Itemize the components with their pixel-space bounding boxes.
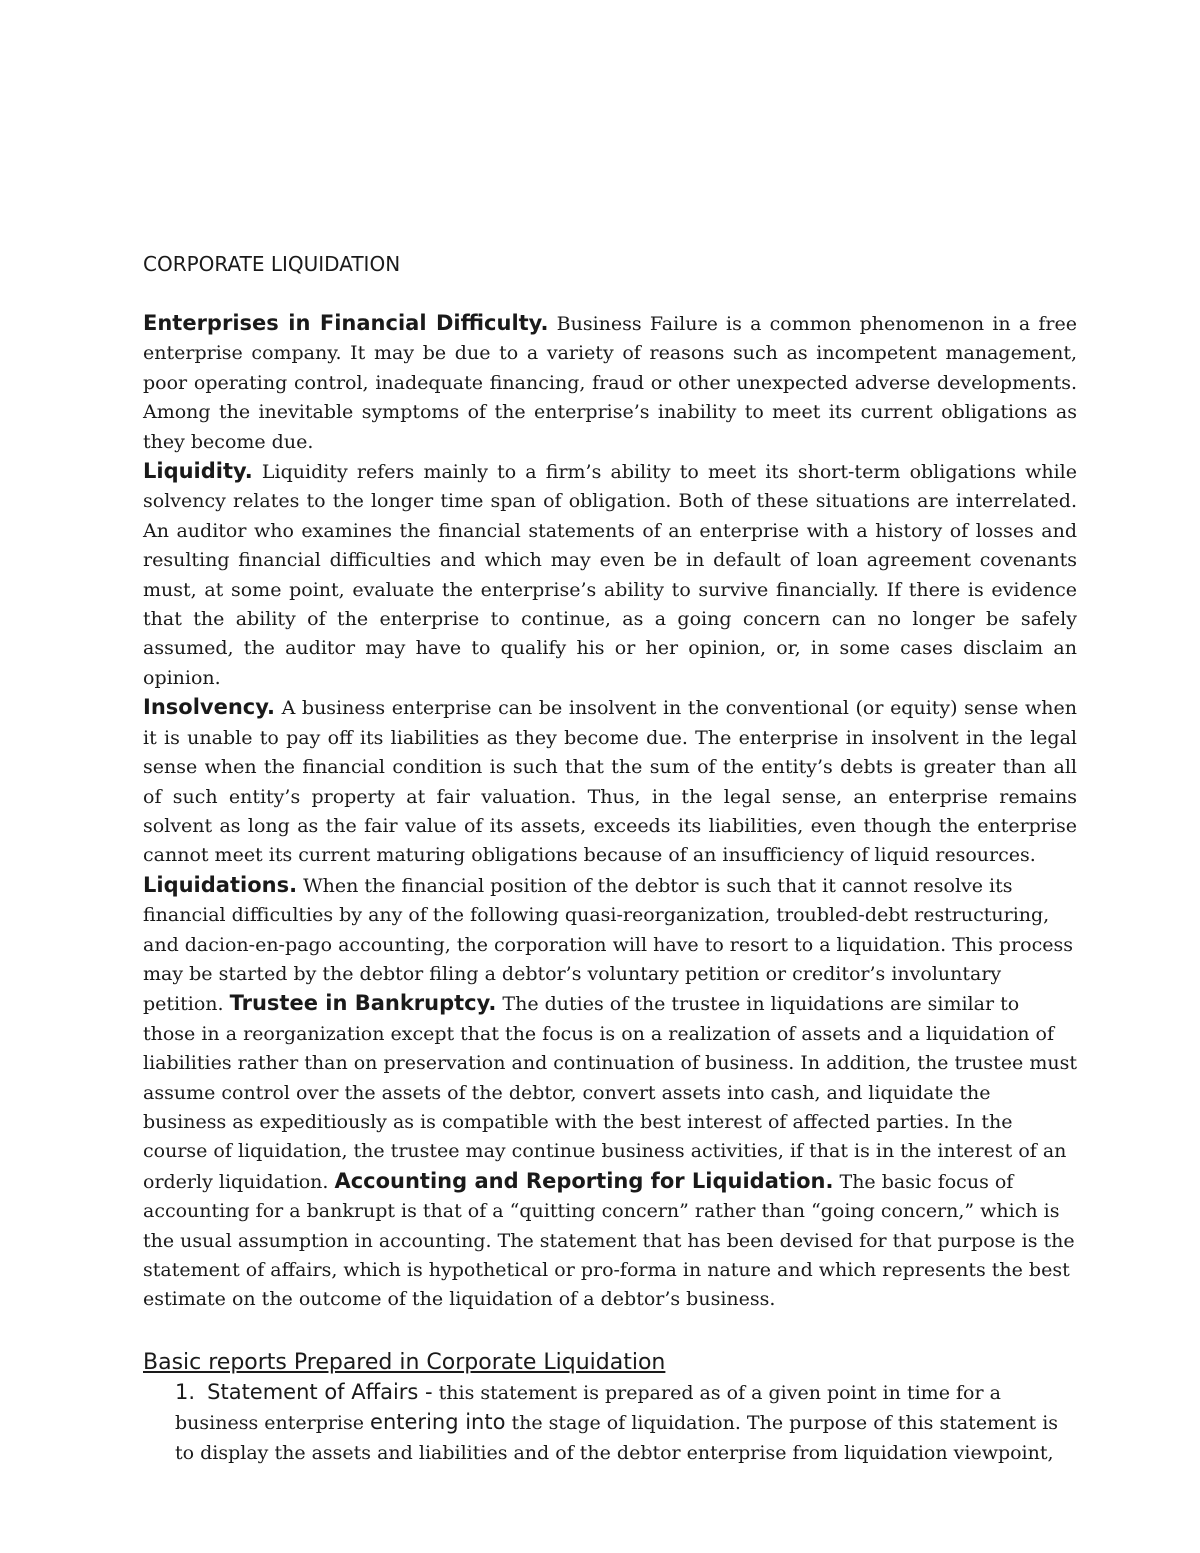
document-title: CORPORATE LIQUIDATION [143, 252, 401, 276]
paragraph-text: Business Failure is a common phenomenon in a free enterprise company. It may be due to a variety of reasons such as incompetent management, poor operating control, inadequate financing, fraud or other unexpected adverse developments. Among the inevitable symptoms of the enterprise’s inability to meet its current obligations as they become due. [143, 313, 1078, 453]
term-financial-difficulty: Enterprises in Financial Difficulty. [143, 311, 549, 335]
term-liquidity: Liquidity. [143, 459, 253, 484]
paragraph-text: The duties of the trustee in liquidations are similar to those in a reorganization except that the focus is on a realization of assets and a liquidation of liabilities rather than on preservation and continuation of business. In addition, the trustee must assume control over the assets of the debtor, convert assets into cash, and liquidate the business as expeditiously as is compatible with the best interest of affected parties. In the course of liquidation, the trustee may continue business activities, if that is in the interest of an orderly liquidation. [143, 993, 1077, 1193]
list-item-number: 1. [175, 1379, 196, 1404]
term-trustee-in-bankruptcy: Trustee in Bankruptcy. [229, 991, 497, 1016]
paragraph-text: Liquidity refers mainly to a firm’s ability to meet its short-term obligations while solvency relates to the longer time span of obligation. Both of these situations are interrelated. An auditor who examines the financial statements of an enterprise with a history of losses and resulting financial difficulties and which may even be in default of loan agreement covenants must, at some point, evaluate the enterprise’s ability to survive financially. If there is evidence that the ability of the enterprise to continue, as a going concern can no longer be safely assumed, the auditor may have to qualify his or her opinion, or, in some cases disclaim an opinion. [143, 461, 1077, 689]
section-heading-basic-reports: Basic reports Prepared in Corporate Liquidation [143, 1349, 666, 1375]
list-item-text: the stage of liquidation. The purpose of this statement is to display the assets and liabilities and of the debtor enterprise from liquidation viewpoint, [175, 1412, 1059, 1464]
term-accounting-and-reporting: Accounting and Reporting for Liquidation. [334, 1168, 834, 1193]
list-item [175, 1378, 1077, 1468]
term-statement-of-affairs: Statement of Affairs - [207, 1379, 433, 1404]
document-body [143, 250, 1077, 1468]
paragraph-text: The basic focus of accounting for a bankrupt is that of a “quitting concern” rather than “going concern,” which is the usual assumption in accounting. The statement that has been devised for that purpose is the statement of affairs, which is hypothetical or pro-forma in nature and which represents the best estimate on the outcome of the liquidation of a debtor’s business. [143, 1170, 1075, 1311]
list-item-text: this statement is prepared as of a given point in time for a business enterprise [175, 1381, 1001, 1435]
paragraph-financial-difficulty [143, 309, 1077, 457]
list-item-emphasis: entering into [370, 1410, 506, 1435]
paragraph-insolvency [143, 693, 1077, 870]
paragraph-text: When the financial position of the debtor is such that it cannot resolve its financial difficulties by any of the following quasi-reorganization, troubled-debt restructuring, and dacion-en-pago accounting, the corporation will have to resort to a liquidation. This process may be started by the debtor filing a debtor’s voluntary petition or creditor’s involuntary petition. [143, 874, 1073, 1016]
term-liquidations: Liquidations. [143, 872, 298, 897]
reports-list [143, 1378, 1077, 1468]
paragraph-text: A business enterprise can be insolvent in the conventional (or equity) sense when it is unable to pay off its liabilities as they become due. The enterprise in insolvent in the legal sense when the financial condition is such that the sum of the entity’s debts is greater than all of such entity’s property at fair valuation. Thus, in the legal sense, an enterprise remains solvent as long as the fair value of its assets, exceeds its liabilities, even though the enterprise cannot meet its current maturing obligations because of an insufficiency of liquid resources. [143, 697, 1077, 867]
paragraph-liquidations [143, 871, 1077, 1315]
paragraph-liquidity [143, 457, 1077, 693]
term-insolvency: Insolvency. [143, 695, 275, 720]
